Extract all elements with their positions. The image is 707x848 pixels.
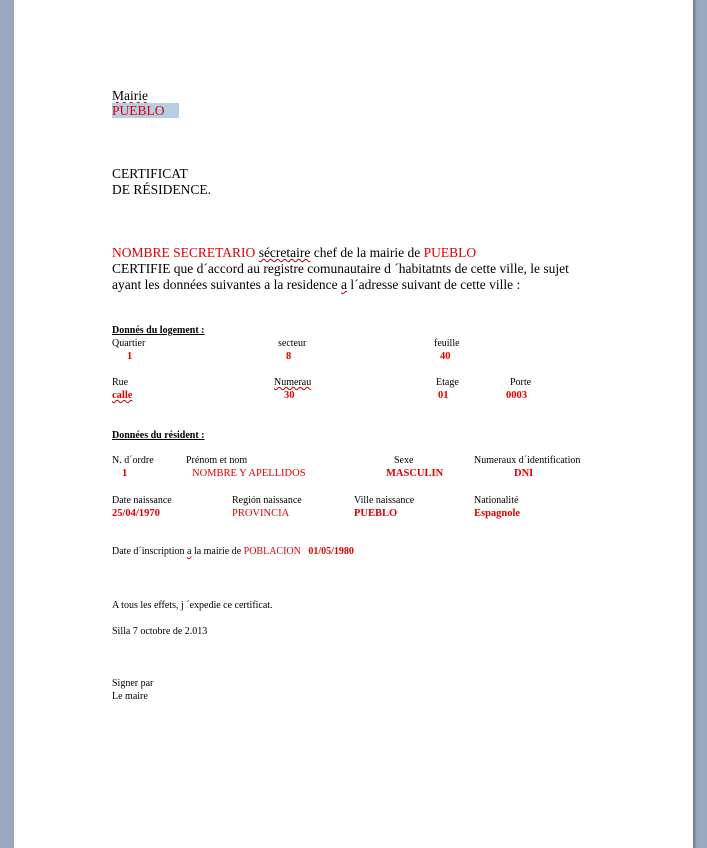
header-mairie: Mairie [112, 88, 148, 103]
place-date: Silla 7 octobre de 2.013 [112, 626, 208, 637]
label-ident: Numeraux d´identification [474, 455, 581, 466]
value-feuille: 40 [440, 351, 451, 362]
label-prenom: Prénom et nom [186, 455, 248, 466]
resident-heading: Données du résident : [112, 430, 205, 441]
effets-text: A tous les effets, j ´expedie ce certificat. [112, 600, 273, 611]
value-porte: 0003 [506, 390, 527, 401]
value-quartier: 1 [127, 351, 133, 362]
value-sexe: MASCULIN [386, 468, 444, 479]
label-region-naissance: Región naissance [232, 495, 302, 506]
intro-line2: CERTIFIE que d´accord au registre comunautaire d ´habitatnts de cette ville, le sujet [112, 261, 569, 276]
value-prenom: NOMBRE Y APELLIDOS [192, 468, 306, 479]
value-ordre: 1 [122, 468, 128, 479]
label-rue: Rue [112, 377, 129, 388]
label-secteur: secteur [278, 338, 307, 349]
label-etage: Etage [436, 377, 459, 388]
value-etage: 01 [438, 390, 449, 401]
label-feuille: feuille [434, 338, 460, 349]
label-date-naissance: Date naissance [112, 495, 172, 506]
value-numerau: 30 [284, 390, 295, 401]
label-ordre: N. d´ordre [112, 455, 154, 466]
value-nationalite: Espagnole [474, 508, 521, 519]
intro-line1: NOMBRE SECRETARIO sécretaire chef de la mairie de PUEBLO [112, 245, 477, 260]
value-date-naissance: 25/04/1970 [112, 508, 160, 519]
label-nationalite: Nationalité [474, 495, 519, 506]
label-porte: Porte [510, 377, 532, 388]
value-ville-naissance: PUEBLO [354, 508, 398, 519]
title-line1: CERTIFICAT [112, 166, 188, 181]
value-secteur: 8 [286, 351, 292, 362]
label-numerau: Numerau [274, 377, 312, 388]
value-rue: calle [112, 390, 133, 401]
signature-line1: Signer par [112, 678, 154, 689]
inscription-line: Date d´inscription a la mairie de POBLACION 01/05/1980 [112, 546, 354, 557]
logement-heading: Donnés du logement : [112, 325, 205, 336]
label-ville-naissance: Ville naissance [354, 495, 415, 506]
value-ident: DNI [514, 468, 534, 479]
label-quartier: Quartier [112, 338, 146, 349]
value-region-naissance: PROVINCIA [232, 508, 290, 519]
document-page [14, 0, 694, 848]
signature-line2: Le maire [112, 691, 148, 702]
intro-line3: ayant les données suivantes a la residence a l´adresse suivant de cette ville : [112, 277, 521, 292]
title-line2: DE RÉSIDENCE. [112, 182, 211, 197]
label-sexe: Sexe [394, 455, 414, 466]
header-town: PUEBLO [112, 103, 179, 119]
